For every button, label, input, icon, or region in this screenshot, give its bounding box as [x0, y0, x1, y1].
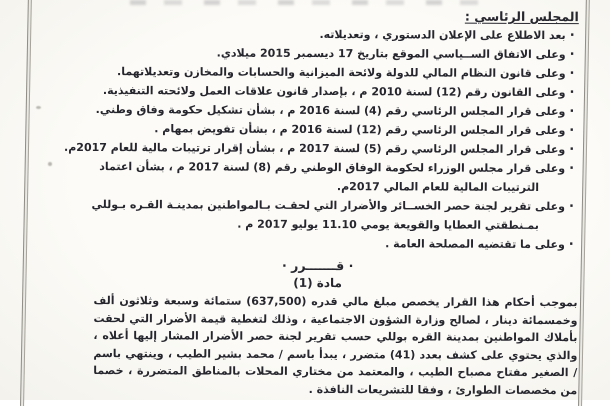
preamble-item — [58, 157, 578, 197]
preamble-text: وعلى قرار المجلس الرئاسي رقم (5) لسنة 2017 م ، بشأن إقرار ترتيبات مالية للعام 2017م. — [64, 140, 566, 157]
bullet-dot: · — [569, 85, 575, 101]
preamble-text: وعلى قانون النظام المالي للدولة ولائحة الميزانية والحسابات والمخازن وتعديلاتهما. — [117, 65, 566, 81]
preamble-item — [58, 138, 578, 159]
preamble-text: وعلى القانون رقم (12) لسنة 2010 م ، بإصدار قانون علاقات العمل ولائحته التنفيذية. — [102, 84, 566, 100]
preamble-item — [58, 81, 578, 102]
bullet-dot: · — [569, 123, 575, 139]
preamble-list — [58, 24, 579, 254]
preamble-item — [58, 233, 578, 254]
decision-word: · قـــــــرر · — [282, 257, 354, 274]
preamble-item — [58, 119, 578, 140]
bullet-dot: · — [569, 66, 575, 82]
bullet-dot: · — [569, 161, 575, 177]
document-content — [57, 1, 579, 399]
preamble-text: وعلى قرار المجلس الرئاسي رقم (12) لسنة 2016 م ، بشأن تفويض بمهام . — [154, 122, 566, 138]
preamble-text: وعلى قرار المجلس الرئاسي رقم (4) لسنة 2016 م ، بشأن تشكيل حكومة وفاق وطني. — [95, 103, 566, 119]
bullet-dot: · — [569, 28, 575, 44]
bullet-dot: · — [568, 199, 574, 215]
preamble-text: وعلى قرار مجلس الوزراء لحكومة الوفاق الوطني رقم (8) لسنة 2017 م ، بشأن اعتماد الترتيبات المالية للعام المالي 2017م. — [99, 160, 566, 194]
scan-speck — [48, 162, 52, 166]
preamble-item — [59, 43, 579, 64]
bullet-dot: · — [569, 104, 575, 120]
preamble-text: وعلى ما تقتضيه المصلحة العامة . — [385, 237, 565, 252]
preamble-text: وعلى الاتفاق الســياسي الموقع بتاريخ 17 ديسمبر 2015 ميلادي. — [216, 46, 566, 62]
page-border-right — [578, 0, 590, 406]
scan-speck — [36, 106, 41, 109]
article-body: بموجب أحكام هذا القرار يخصص مبلغ مالي قدره (637,500) ستمائة وسبعة وثلاثون ألف وخمسمائة دينار ، لصالح وزارة الشؤون الاجتماعية ، وذلك لتغطية قيمة الأضرار التي لحقت بأملاك المواطنين بمدينة القره بوللي حسب تقرير لجنة حصر الأضرار المشار إليها أعلاه ، والذي يحتوي على كشف بعدد (41) متضرر ، يبدأ باسم / محمد بشير الطيب ، وينتهي باسم / الصغير مفتاح مصباح الطيب ، والمعتمد من مختاري المحلات بالمناطق المتضررة ، خصما من مخصصات الطوارئ ، وفقا للتشريعات النافذة . — [93, 294, 578, 397]
page-border-left — [20, 0, 32, 406]
preamble-item — [59, 62, 579, 83]
preamble-item — [58, 100, 578, 121]
preamble-text: بعد الاطلاع على الإعلان الدستوري ، وتعديلاته. — [319, 28, 566, 43]
preamble-item — [59, 24, 579, 45]
bullet-dot: · — [569, 47, 575, 63]
article-title: مادة (1) — [293, 275, 343, 291]
section-header: المجلس الرئاسي : — [464, 8, 579, 25]
preamble-text: وعلى تقرير لجنة حصر الخســائر والأضرار التي لحقـت بـالمواطنين بمدينـة القـره بـوللي بمـنطقتي العطايا والقويعة يومي 11.10 يوليو 2017 م . — [91, 198, 566, 232]
bullet-dot: · — [569, 142, 575, 158]
preamble-item — [58, 195, 578, 235]
bullet-dot: · — [568, 237, 574, 253]
